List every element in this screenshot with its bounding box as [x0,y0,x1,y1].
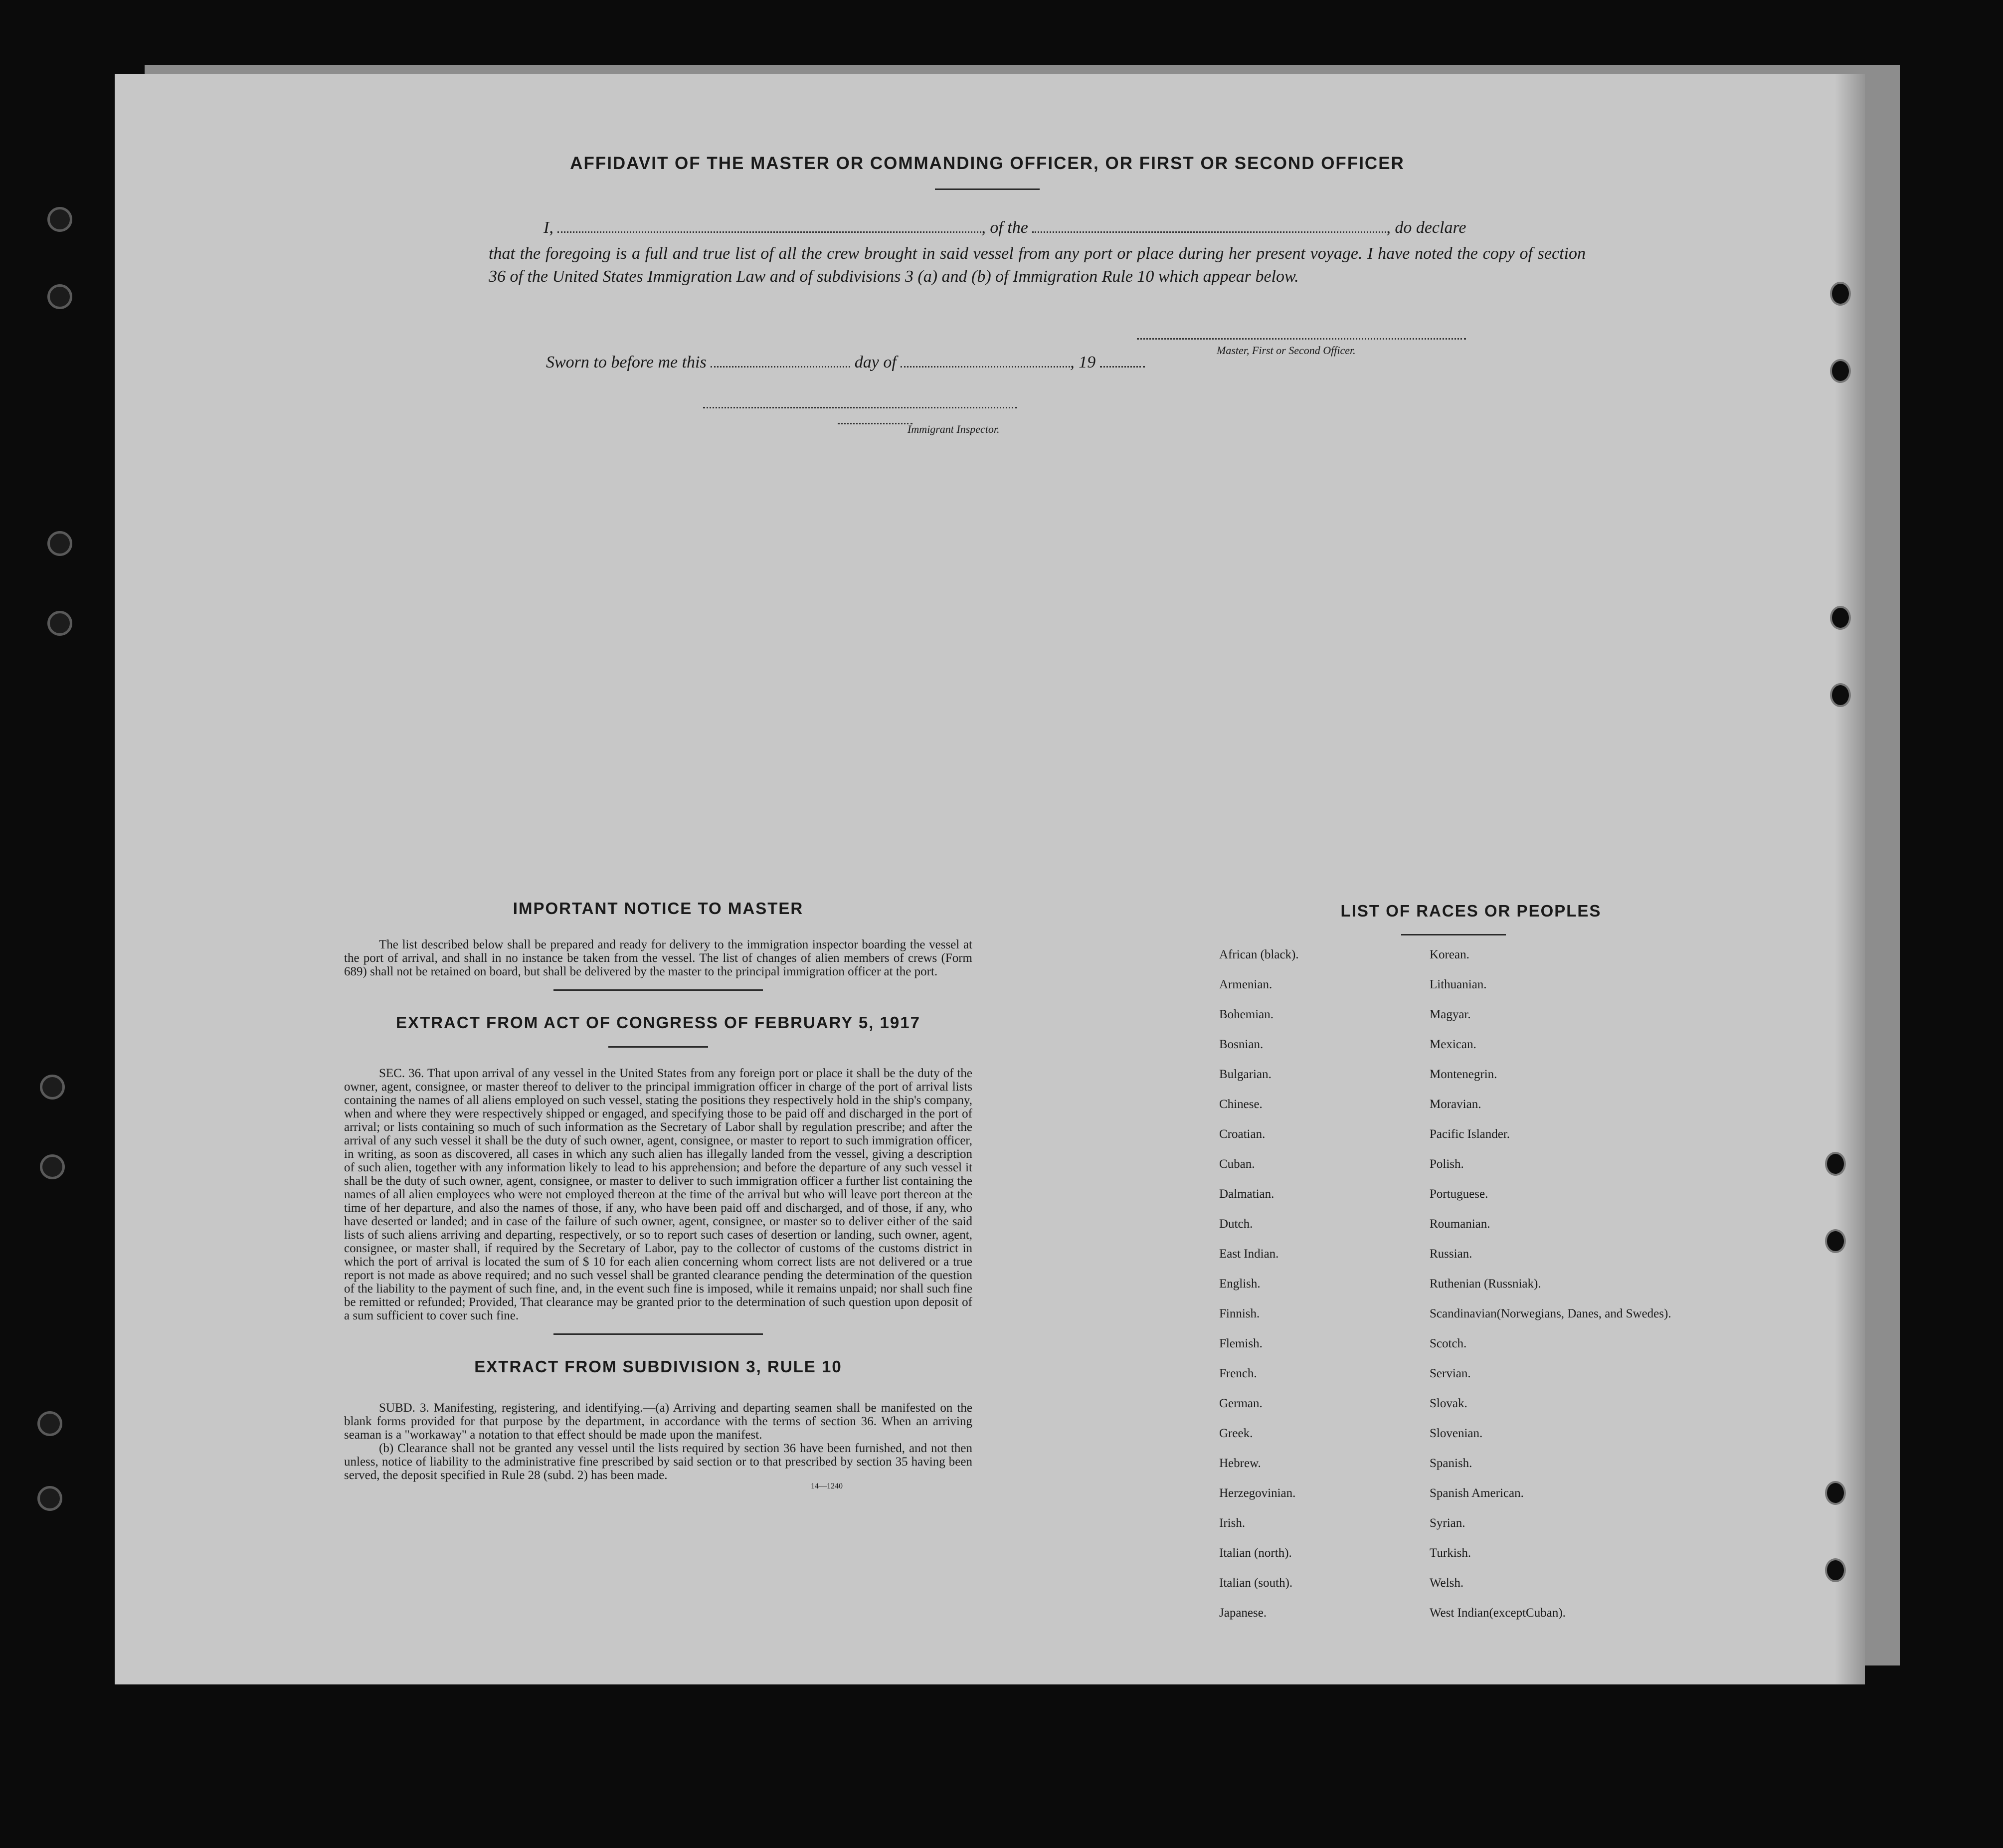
of-the-label: , of the [981,218,1028,237]
form-number: 14—1240 [811,1482,843,1490]
right-punch-hole [1825,1229,1846,1253]
rule-para-b: (b) Clearance shall not be granted any vessel until the lists required by section 36 have been furnished, and not then unless, notice of liability to the administrative fine prescribed by said section or to that prescribed by section 35 having been served, the deposit specified in Rule 28 (subd. 2) has been made. [344,1442,972,1482]
race-item: Croatian. [1219,1127,1266,1141]
race-item: Finnish. [1219,1307,1260,1320]
day-of-label: day of [854,353,897,371]
binder-hole [40,1075,65,1100]
name-blank [557,231,981,233]
do-declare-label: , do declare [1386,218,1466,237]
right-punch-hole [1830,359,1851,383]
race-item: Lithuanian. [1430,978,1487,991]
act-body: SEC. 36. That upon arrival of any vessel in the United States from any foreign port or place it shall be the duty of the owner, agent, consignee, or master thereof to deliver to the principal immigration officer in charge of the port of arrival lists containing the names of all aliens employed on such vessel, stating the positions they respectively hold in the ship's company, when and where they were respectively shipped or engaged, and specifying those to be paid off and discharged in the port of arrival; or lists containing so much of such information as the Secretary of Labor shall by regulation prescribe; and after the arrival of any such vessel it shall be the duty of such owner, agent, consignee, or master to report to such immigration officer, in writing, as soon as discovered, all cases in which any such alien has illegally landed from the vessel, giving a description of such alien, together with any information likely to lead to his apprehension; and before the departure of any such vessel it shall be the duty of such owner, agent, consignee, or master to deliver to such immigration officer a further list containing the names of all alien employees who were not employed thereon at the time of the arrival but who will leave port thereon at the time of her departure, and also the names of those, if any, who have been paid off and discharged, and of those, if any, who have deserted or landed; and in case of the failure of such owner, agent, consignee, or master so to deliver either of the said lists of such aliens arriving and departing, respectively, or so to report such cases of desertion or landing, such owner, agent, consignee, or master shall, if required by the Secretary of Labor, pay to the collector of customs of the customs district in which the port of arrival is located the sum of $ 10 for each alien concerning whom correct lists are not delivered or a true report is not made as above required; and no such vessel shall be granted clearance pending the determination of the question of the liability to the payment of such fine, and, in the event such fine is imposed, while it remains unpaid; nor shall such fine be remitted or refunded; Provided, That clearance may be granted prior to the determination of such question upon deposit of a sum sufficient to cover such fine. [344,1067,972,1322]
race-item: Syrian. [1430,1516,1465,1530]
rule-title: EXTRACT FROM SUBDIVISION 3, RULE 10 [474,1357,842,1376]
race-item: Spanish American. [1430,1486,1524,1500]
vessel-blank [1032,231,1386,233]
race-item: Polish. [1430,1157,1464,1171]
race-item: Magyar. [1430,1008,1471,1021]
race-item: Mexican. [1430,1038,1476,1051]
right-punch-hole [1830,606,1851,630]
inspector-label: Immigrant Inspector. [908,423,1000,435]
month-blank [901,366,1070,368]
race-item: Japanese. [1219,1606,1267,1620]
race-item: Scandinavian(Norwegians, Danes, and Swedes). [1430,1307,1671,1320]
inspector-short-line [838,423,912,424]
binder-hole [47,284,72,309]
binder-hole [47,531,72,556]
document-page [115,74,1865,1684]
left-column [344,899,972,1491]
race-item: Dutch. [1219,1217,1253,1231]
race-item: Italian (south). [1219,1576,1293,1590]
race-item: English. [1219,1277,1261,1291]
binder-hole [37,1411,62,1436]
race-item: Servian. [1430,1367,1471,1380]
race-item: Scotch. [1430,1337,1467,1350]
right-punch-hole [1830,282,1851,306]
race-item: French. [1219,1367,1257,1380]
race-item: Slovenian. [1430,1427,1483,1440]
race-item: Hebrew. [1219,1457,1261,1470]
binder-hole [40,1154,65,1179]
race-item: Turkish. [1430,1546,1471,1560]
title-rule [935,188,1040,190]
race-item: Dalmatian. [1219,1187,1275,1201]
race-item: Chinese. [1219,1098,1263,1111]
race-item: Bohemian. [1219,1008,1274,1021]
affidavit-declaration-line [544,218,1466,237]
race-item: Flemish. [1219,1337,1263,1350]
act-title: EXTRACT FROM ACT OF CONGRESS OF FEBRUARY 5, 1917 [396,1013,920,1032]
year-blank [1100,366,1145,368]
binder-hole [47,207,72,232]
race-item: Roumanian. [1430,1217,1490,1231]
race-item: Herzegovinian. [1219,1486,1296,1500]
rule-para-a: SUBD. 3. Manifesting, registering, and identifying.—(a) Arriving and departing seamen shall be manifested on the blank forms provided for that purpose by the department, in accordance with the terms of section 36. When an arriving seaman is a "workaway" a notation to that effect should be made upon the manifest. [344,1401,972,1442]
day-blank [711,366,850,368]
race-item: West Indian(exceptCuban). [1430,1606,1566,1620]
race-item: Cuban. [1219,1157,1255,1171]
sworn-label: Sworn to before me this [546,353,707,371]
race-item: Slovak. [1430,1397,1467,1410]
race-item: Bosnian. [1219,1038,1264,1051]
binder-hole [37,1486,62,1511]
race-item: African (black). [1219,948,1299,961]
races-column-2 [1430,947,1671,1636]
inspector-signature-line [703,407,1017,408]
races-title: LIST OF RACES OR PEOPLES [1340,902,1602,920]
affidavit-section [189,154,1785,190]
notice-body: The list described below shall be prepared and ready for delivery to the immigration inspector boarding the vessel at the port of arrival, and shall in no instance be taken from the vessel. The list of changes of alien members of crews (Form 689) shall not be retained on board, but shall be delivered by the master to the principal immigration officer at the port. [344,938,972,978]
race-item: German. [1219,1397,1263,1410]
race-item: Ruthenian (Russniak). [1430,1277,1541,1291]
race-item: Russian. [1430,1247,1472,1261]
race-item: Portuguese. [1430,1187,1488,1201]
race-item: Greek. [1219,1427,1253,1440]
i-label: I, [544,218,553,237]
master-label: Master, First or Second Officer. [1217,344,1356,357]
binder-hole [47,611,72,636]
race-item: Montenegrin. [1430,1068,1497,1081]
race-item: Bulgarian. [1219,1068,1272,1081]
sworn-line [546,353,1145,372]
right-punch-hole [1830,683,1851,707]
master-signature-line [1137,338,1466,340]
races-rule [1401,934,1506,935]
affidavit-title: AFFIDAVIT OF THE MASTER OR COMMANDING OFFICER, OR FIRST OR SECOND OFFICER [570,154,1405,173]
right-punch-hole [1825,1558,1846,1582]
race-item: Italian (north). [1219,1546,1292,1560]
races-column-1 [1219,947,1299,1636]
race-item: Irish. [1219,1516,1246,1530]
notice-title: IMPORTANT NOTICE TO MASTER [513,899,804,918]
race-item: Pacific Islander. [1430,1127,1510,1141]
page-edge-shadow [1835,74,1865,1684]
race-item: East Indian. [1219,1247,1279,1261]
right-punch-hole [1825,1152,1846,1176]
race-item: Korean. [1430,948,1469,961]
affidavit-body: that the foregoing is a full and true list of all the crew brought in said vessel from any port or place during her present voyage. I have noted the copy of section 36 of the United States Immigration Law and of subdivisions 3 (a) and (b) of Immigration Rule 10 which appear below. [489,244,1586,286]
race-item: Spanish. [1430,1457,1472,1470]
right-punch-hole [1825,1481,1846,1505]
race-item: Moravian. [1430,1098,1481,1111]
race-item: Welsh. [1430,1576,1464,1590]
year-label: , 19 [1070,353,1096,371]
race-item: Armenian. [1219,978,1273,991]
